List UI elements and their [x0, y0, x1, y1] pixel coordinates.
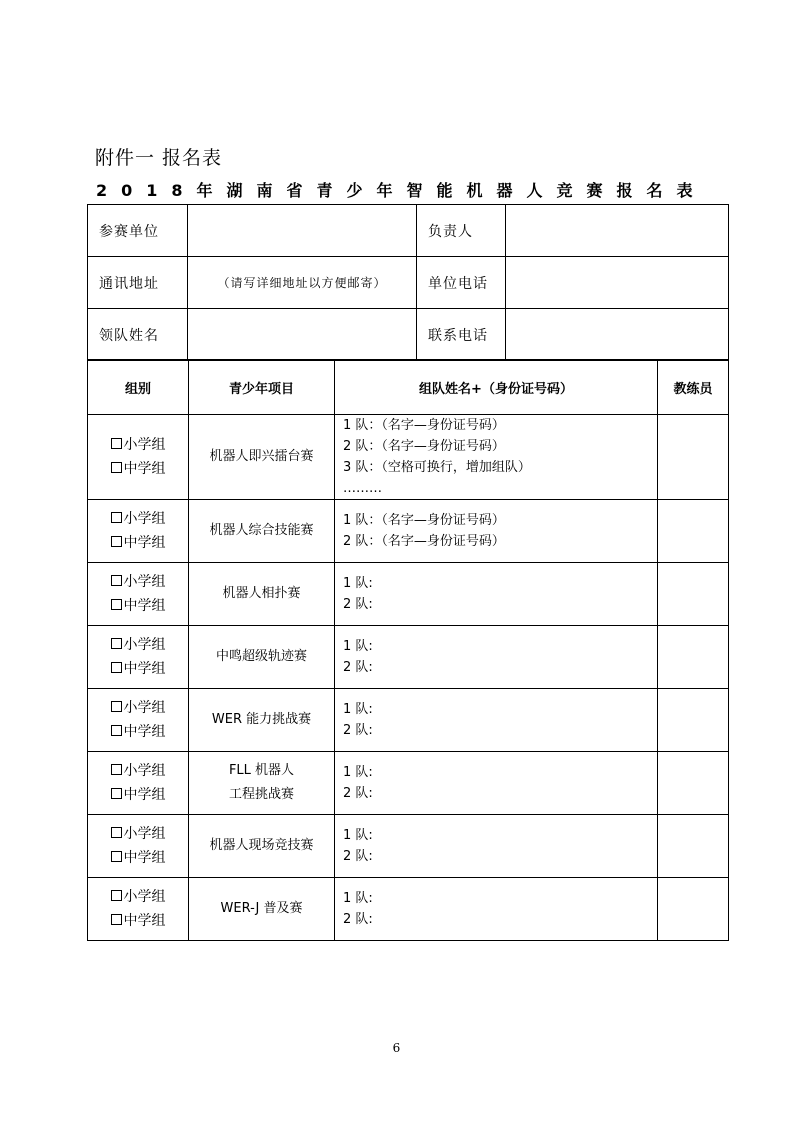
group-option-label: 中学组: [123, 787, 166, 803]
group-option-label: 中学组: [123, 661, 166, 677]
registration-table: [87, 359, 729, 941]
group-option-label: 小学组: [123, 826, 166, 842]
team-line: 1 队:: [343, 828, 373, 843]
team-line: 2 队:: [343, 723, 373, 738]
registration-row: [88, 689, 729, 752]
project-cell: [189, 563, 335, 626]
header-team-names: 组队姓名+（身份证号码）: [335, 360, 658, 415]
group-option-middle[interactable]: [88, 783, 188, 807]
group-cell: [88, 626, 189, 689]
team-line: 2 队:: [343, 660, 373, 675]
coach-cell[interactable]: [658, 689, 729, 752]
checkbox-icon[interactable]: [111, 462, 122, 473]
project-name: WER 能力挑战赛: [211, 712, 312, 727]
group-option-label: 中学组: [123, 461, 166, 477]
registration-row: [88, 815, 729, 878]
group-option-primary[interactable]: [88, 507, 188, 531]
checkbox-icon[interactable]: [111, 662, 122, 673]
group-option-primary[interactable]: [88, 570, 188, 594]
unit-phone-field[interactable]: [506, 257, 729, 309]
team-line: 2 队:: [343, 786, 373, 801]
info-row-team-leader: [88, 309, 729, 361]
team-line: 2 队：（名字—身份证号码）: [343, 534, 505, 549]
page-number: 6: [392, 1041, 401, 1055]
team-names-cell[interactable]: [335, 878, 658, 941]
document-title: 2018年湖南省青少年智能机器人竞赛报名表: [96, 181, 707, 200]
coach-cell[interactable]: [658, 815, 729, 878]
group-option-label: 小学组: [123, 437, 166, 453]
team-line: 1 队：（名字—身份证号码）: [343, 513, 505, 528]
registration-row: [88, 500, 729, 563]
group-cell: [88, 500, 189, 563]
group-option-label: 中学组: [123, 598, 166, 614]
team-names-cell[interactable]: [335, 815, 658, 878]
group-option-primary[interactable]: [88, 433, 188, 457]
team-line: 1 队:: [343, 576, 373, 591]
project-name: 机器人综合技能赛: [209, 523, 314, 538]
checkbox-icon[interactable]: [111, 890, 122, 901]
coach-cell[interactable]: [658, 563, 729, 626]
team-line: 1 队：（名字—身份证号码）: [343, 418, 505, 433]
group-option-middle[interactable]: [88, 720, 188, 744]
checkbox-icon[interactable]: [111, 788, 122, 799]
team-line: 1 队:: [343, 765, 373, 780]
group-option-label: 中学组: [123, 913, 166, 929]
project-name: 中鸣超级轨迹赛: [215, 649, 307, 664]
group-option-label: 小学组: [123, 637, 166, 653]
group-option-label: 小学组: [123, 889, 166, 905]
team-leader-label: 领队姓名: [88, 309, 188, 361]
team-names-cell[interactable]: [335, 500, 658, 563]
team-names-cell[interactable]: [335, 689, 658, 752]
checkbox-icon[interactable]: [111, 438, 122, 449]
project-cell: [189, 878, 335, 941]
group-option-label: 小学组: [123, 763, 166, 779]
team-names-cell[interactable]: [335, 415, 658, 500]
header-group: 组别: [88, 360, 189, 415]
contact-phone-field[interactable]: [506, 309, 729, 361]
group-option-primary[interactable]: [88, 696, 188, 720]
group-option-middle[interactable]: [88, 909, 188, 933]
address-label: 通讯地址: [88, 257, 188, 309]
info-row-unit: [88, 205, 729, 257]
group-option-label: 小学组: [123, 574, 166, 590]
team-line: 2 队:: [343, 597, 373, 612]
coach-cell[interactable]: [658, 878, 729, 941]
group-option-primary[interactable]: [88, 822, 188, 846]
address-field[interactable]: （请写详细地址以方便邮寄）: [188, 257, 417, 309]
leader-field[interactable]: [506, 205, 729, 257]
team-line: ………: [343, 481, 382, 496]
project-cell: [189, 752, 335, 815]
project-cell: [189, 415, 335, 500]
registration-header-row: [88, 360, 729, 415]
team-names-cell[interactable]: [335, 752, 658, 815]
header-project: 青少年项目: [189, 360, 335, 415]
group-cell: [88, 752, 189, 815]
project-name: 工程挑战赛: [228, 787, 294, 802]
checkbox-icon[interactable]: [111, 827, 122, 838]
group-option-primary[interactable]: [88, 633, 188, 657]
coach-cell[interactable]: [658, 415, 729, 500]
attachment-label: 附件一 报名表: [95, 147, 223, 169]
team-line: 1 队:: [343, 639, 373, 654]
unit-label: 参赛单位: [88, 205, 188, 257]
checkbox-icon[interactable]: [111, 701, 122, 712]
team-line: 1 队:: [343, 702, 373, 717]
project-name: FLL 机器人: [228, 763, 295, 778]
team-names-cell[interactable]: [335, 563, 658, 626]
group-cell: [88, 878, 189, 941]
project-cell: [189, 626, 335, 689]
team-line: 2 队:: [343, 849, 373, 864]
registration-row: [88, 563, 729, 626]
project-name: WER-J 普及赛: [220, 901, 303, 916]
team-leader-field[interactable]: [188, 309, 417, 361]
checkbox-icon[interactable]: [111, 914, 122, 925]
unit-field[interactable]: [188, 205, 417, 257]
checkbox-icon[interactable]: [111, 851, 122, 862]
group-option-middle[interactable]: [88, 594, 188, 618]
checkbox-icon[interactable]: [111, 725, 122, 736]
registration-row: [88, 752, 729, 815]
leader-label: 负责人: [417, 205, 506, 257]
project-name: 机器人现场竞技赛: [209, 838, 314, 853]
team-line: 3 队：（空格可换行，增加组队）: [343, 460, 531, 475]
coach-cell[interactable]: [658, 626, 729, 689]
team-line: 1 队:: [343, 891, 373, 906]
group-option-label: 小学组: [123, 700, 166, 716]
group-cell: [88, 689, 189, 752]
info-row-address: [88, 257, 729, 309]
coach-cell[interactable]: [658, 752, 729, 815]
group-option-primary[interactable]: [88, 759, 188, 783]
checkbox-icon[interactable]: [111, 512, 122, 523]
project-name: 机器人相扑赛: [222, 586, 301, 601]
project-name: 机器人即兴擂台赛: [209, 449, 314, 464]
group-option-middle[interactable]: [88, 457, 188, 481]
group-cell: [88, 415, 189, 500]
header-coach: 教练员: [658, 360, 729, 415]
project-cell: [189, 689, 335, 752]
group-option-label: 中学组: [123, 850, 166, 866]
group-option-label: 中学组: [123, 724, 166, 740]
group-option-middle[interactable]: [88, 846, 188, 870]
info-table: [87, 204, 729, 361]
registration-row: [88, 878, 729, 941]
contact-phone-label: 联系电话: [417, 309, 506, 361]
registration-row: [88, 626, 729, 689]
registration-row: [88, 415, 729, 500]
group-option-label: 中学组: [123, 535, 166, 551]
group-option-label: 小学组: [123, 511, 166, 527]
group-option-middle[interactable]: [88, 657, 188, 681]
checkbox-icon[interactable]: [111, 599, 122, 610]
checkbox-icon[interactable]: [111, 764, 122, 775]
checkbox-icon[interactable]: [111, 638, 122, 649]
team-line: 2 队:: [343, 912, 373, 927]
team-line: 2 队：（名字—身份证号码）: [343, 439, 505, 454]
project-cell: [189, 500, 335, 563]
group-option-middle[interactable]: [88, 531, 188, 555]
checkbox-icon[interactable]: [111, 536, 122, 547]
checkbox-icon[interactable]: [111, 575, 122, 586]
group-cell: [88, 815, 189, 878]
team-names-cell[interactable]: [335, 626, 658, 689]
unit-phone-label: 单位电话: [417, 257, 506, 309]
project-cell: [189, 815, 335, 878]
group-option-primary[interactable]: [88, 885, 188, 909]
coach-cell[interactable]: [658, 500, 729, 563]
group-cell: [88, 563, 189, 626]
